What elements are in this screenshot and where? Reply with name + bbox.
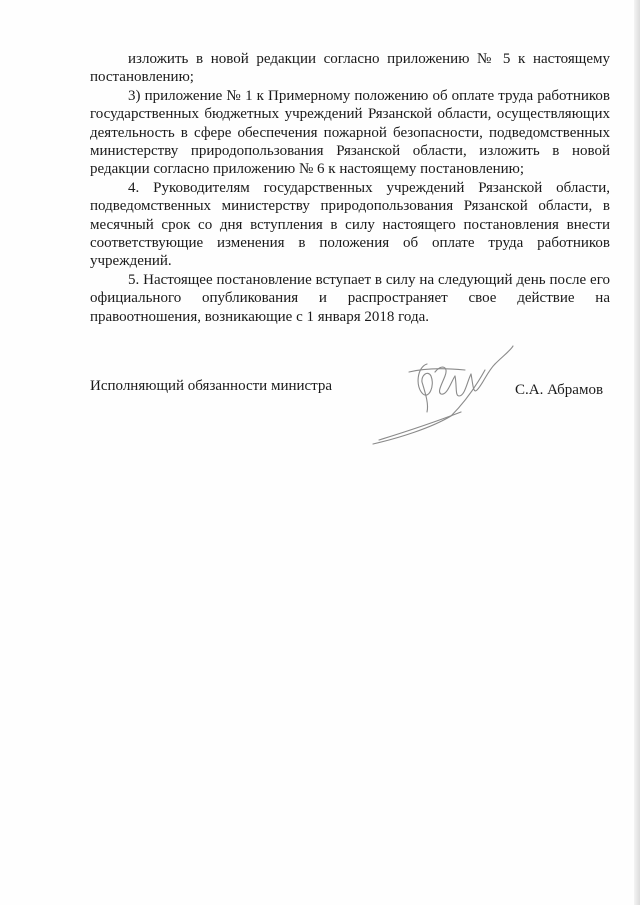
paragraph-item-5: 5. Настоящее постановление вступает в силу на следующий день после его официального опубликования и распространяет свое действие на правоотношения, возникающие с 1 января 2018 года.	[90, 271, 610, 325]
document-body	[90, 50, 610, 326]
paragraph-item-3: 3) приложение № 1 к Примерному положению об оплате труда работников государственных бюджетных учреждений Рязанской области, осуществляющих деятельность в сфере обеспечения пожарной безопасности, подведомственных министерству природопользования Рязанской области, изложить в новой редакции согласно приложению № 6 к настоящему постановлению;	[90, 87, 610, 178]
handwritten-signature	[365, 342, 515, 452]
signatory-name: С.А. Абрамов	[515, 382, 604, 398]
page-edge-shadow	[634, 0, 640, 905]
paragraph-intro: изложить в новой редакции согласно приложению № 5 к настоящему постановлению;	[90, 51, 610, 86]
paragraph-item-4: 4. Руководителям государственных учреждений Рязанской области, подведомственных министерству природопользования Рязанской области, в месячный срок со дня вступления в силу настоящего постановления внести соответствующие изменения в положения об оплате труда работников учреждений.	[90, 179, 610, 270]
signatory-title: Исполняющий обязанности министра	[90, 378, 333, 394]
